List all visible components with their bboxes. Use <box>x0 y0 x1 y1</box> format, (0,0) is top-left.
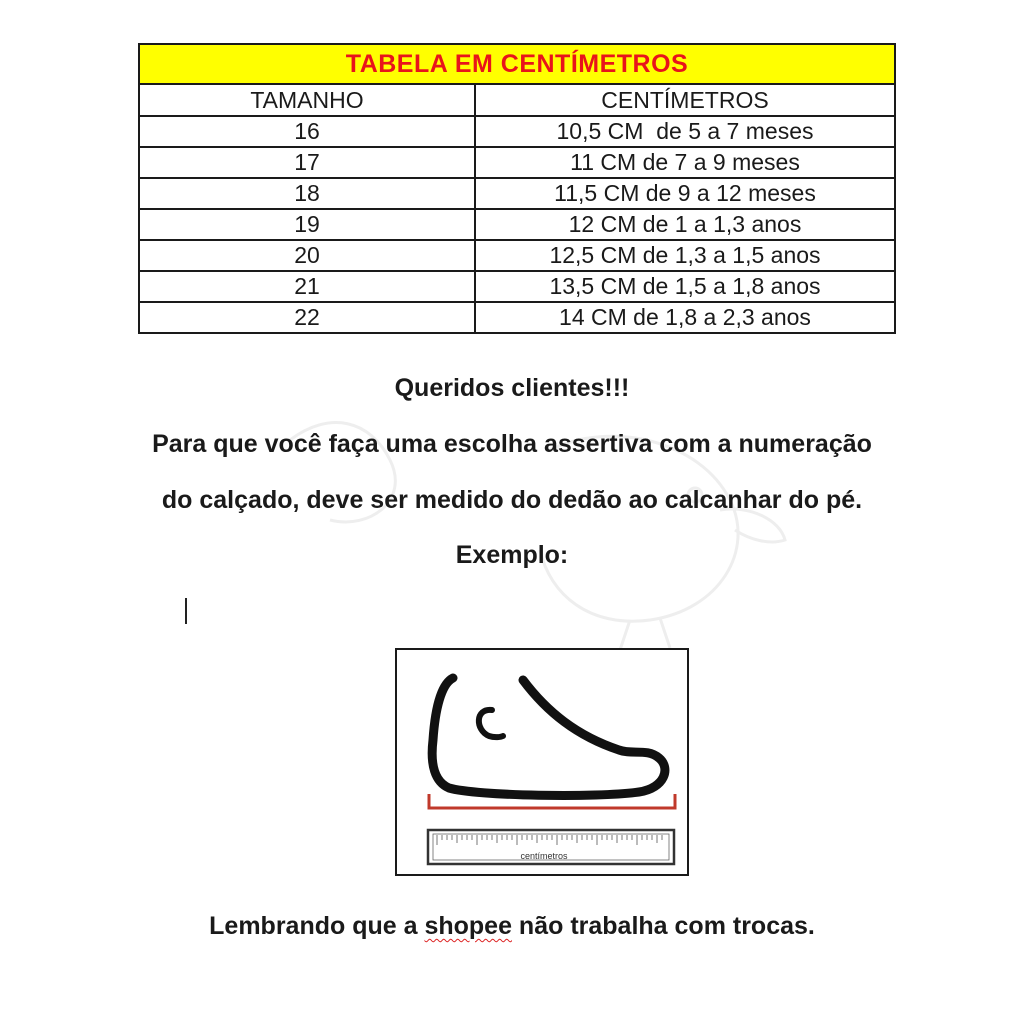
table-row <box>139 178 895 209</box>
size-cell: 18 <box>139 178 475 209</box>
size-cell: 21 <box>139 271 475 302</box>
size-cell: 22 <box>139 302 475 333</box>
footer-prefix: Lembrando que a <box>209 912 425 940</box>
footer-suffix: não trabalha com trocas. <box>511 912 815 940</box>
ankle-curve <box>479 710 503 737</box>
text-cursor <box>185 598 187 624</box>
table-row <box>139 147 895 178</box>
measure-cell: 11 CM de 7 a 9 meses <box>475 147 895 178</box>
size-cell: 17 <box>139 147 475 178</box>
greeting-text: Queridos clientes!!! <box>394 374 630 402</box>
measure-cell: 14 CM de 1,8 a 2,3 anos <box>475 302 895 333</box>
instruction-line-1: Para que você faça uma escolha assertiva com a numeração <box>152 430 872 458</box>
foot-measure-icon <box>397 650 687 874</box>
table-row <box>139 240 895 271</box>
table-row <box>139 271 895 302</box>
ruler-label: centímetros <box>520 851 568 861</box>
example-label: Exemplo: <box>455 541 569 569</box>
size-cell: 16 <box>139 116 475 147</box>
size-cell: 20 <box>139 240 475 271</box>
measure-cell <box>475 116 895 147</box>
foot-measure-figure <box>395 648 689 876</box>
table-row <box>139 302 895 333</box>
footer-note <box>0 912 1024 941</box>
measure-cell: 12 CM de 1 a 1,3 anos <box>475 209 895 240</box>
measure-cell: 12,5 CM de 1,3 a 1,5 anos <box>475 240 895 271</box>
measure-cell: 11,5 CM de 9 a 12 meses <box>475 178 895 209</box>
measure-text: 10,5 CM de 5 a 7 meses <box>556 118 814 144</box>
instruction-line-2: do calçado, deve ser medido do dedão ao calcanhar do pé. <box>161 486 863 514</box>
table-header-row <box>139 84 895 116</box>
table-title-row <box>139 44 895 84</box>
measure-cell: 13,5 CM de 1,5 a 1,8 anos <box>475 271 895 302</box>
table-title: TABELA EM CENTÍMETROS <box>139 44 895 84</box>
size-cell: 19 <box>139 209 475 240</box>
header-tamanho: TAMANHO <box>139 84 475 116</box>
footer-brand: shopee <box>424 912 512 940</box>
table-row <box>139 209 895 240</box>
watermark-bird-icon <box>250 380 810 660</box>
header-centimetros: CENTÍMETROS <box>475 84 895 116</box>
foot-outline <box>432 678 665 795</box>
table-row <box>139 116 895 147</box>
size-table <box>138 43 896 334</box>
